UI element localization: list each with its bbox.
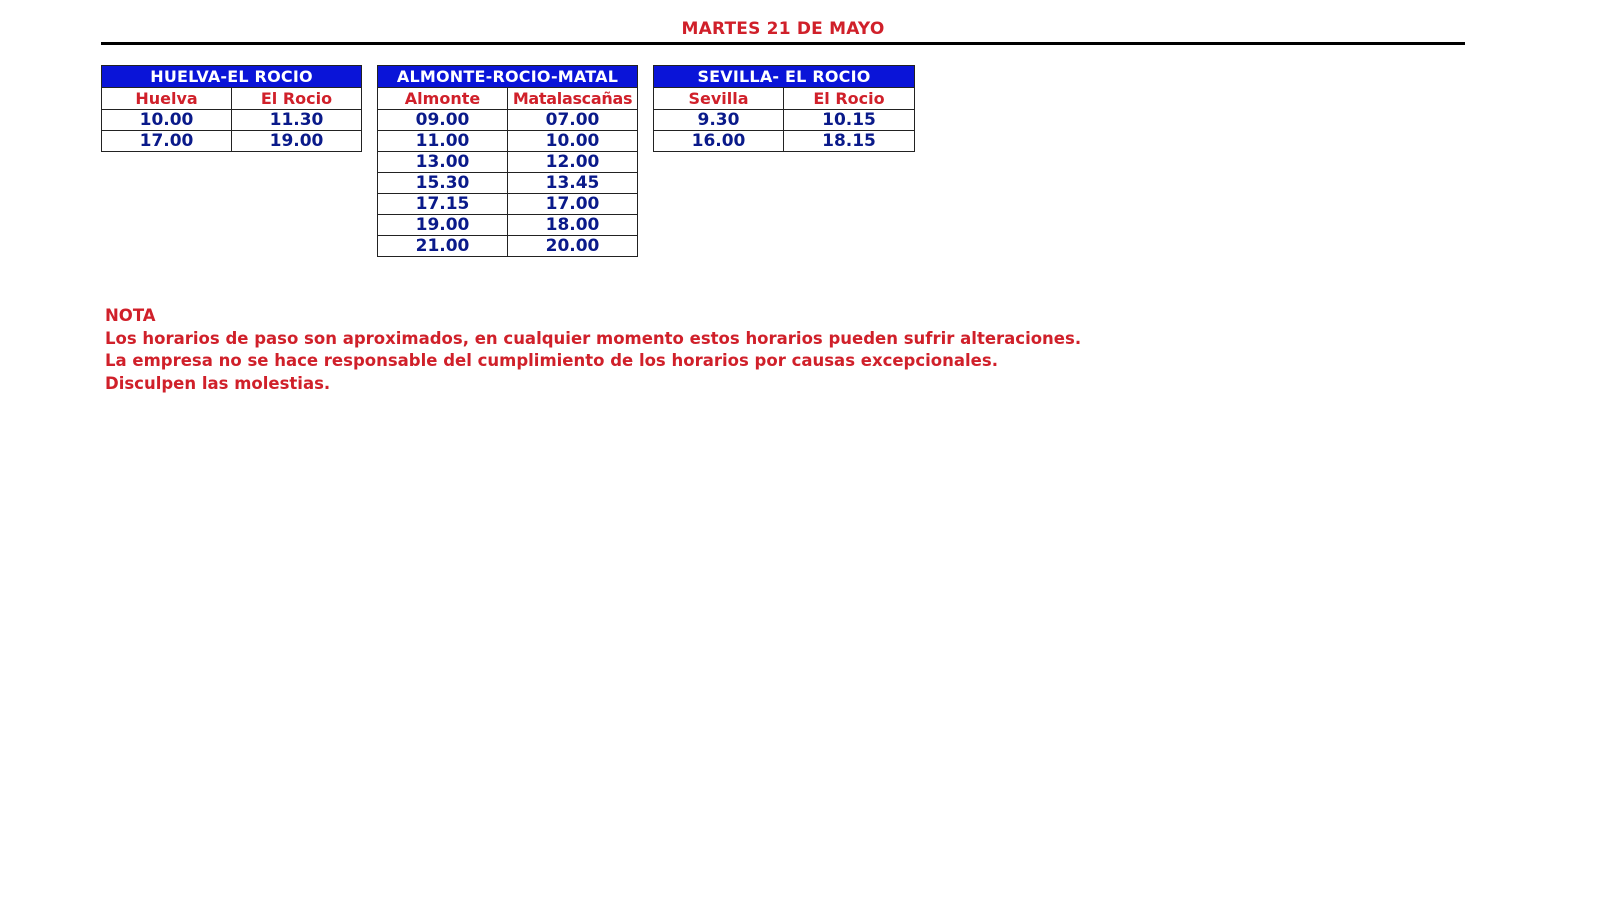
time-cell: 13.00	[378, 152, 508, 173]
disclaimer-note	[105, 305, 1081, 395]
schedule-table-huelva-el-rocio	[101, 65, 362, 152]
page-title: MARTES 21 DE MAYO	[681, 19, 885, 39]
column-header-destination: El Rocio	[232, 88, 362, 110]
table-row	[378, 131, 638, 152]
column-header-origin: Sevilla	[654, 88, 784, 110]
title-divider	[101, 42, 1465, 45]
table-row	[378, 152, 638, 173]
time-cell: 07.00	[508, 110, 638, 131]
table-row	[378, 215, 638, 236]
time-cell: 13.45	[508, 173, 638, 194]
table-row	[102, 131, 362, 152]
table-row	[654, 131, 915, 152]
schedule-table-almonte-rocio-matalascanas	[377, 65, 638, 257]
table-header: SEVILLA- EL ROCIO	[654, 66, 915, 88]
note-line: Disculpen las molestias.	[105, 373, 331, 393]
table-row	[378, 173, 638, 194]
time-cell: 19.00	[378, 215, 508, 236]
table-row	[102, 110, 362, 131]
table-row	[378, 236, 638, 257]
table-row	[654, 110, 915, 131]
time-cell: 18.00	[508, 215, 638, 236]
time-cell: 12.00	[508, 152, 638, 173]
time-cell: 16.00	[654, 131, 784, 152]
column-header-destination: Matalascañas	[508, 88, 638, 110]
time-cell: 10.00	[508, 131, 638, 152]
table-header: HUELVA-EL ROCIO	[102, 66, 362, 88]
table-row	[378, 110, 638, 131]
time-cell: 20.00	[508, 236, 638, 257]
note-heading: NOTA	[105, 306, 156, 325]
table-header: ALMONTE-ROCIO-MATAL	[378, 66, 638, 88]
column-header-origin: Huelva	[102, 88, 232, 110]
time-cell: 09.00	[378, 110, 508, 131]
time-cell: 17.00	[508, 194, 638, 215]
time-cell: 21.00	[378, 236, 508, 257]
schedule-table-sevilla-el-rocio	[653, 65, 915, 152]
time-cell: 11.00	[378, 131, 508, 152]
note-line: La empresa no se hace responsable del cumplimiento de los horarios por causas excepcionales.	[105, 351, 998, 370]
time-cell: 17.00	[102, 131, 232, 152]
time-cell: 10.00	[102, 110, 232, 131]
time-cell: 19.00	[232, 131, 362, 152]
column-header-origin: Almonte	[378, 88, 508, 110]
time-cell: 15.30	[378, 173, 508, 194]
time-cell: 10.15	[784, 110, 915, 131]
time-cell: 18.15	[784, 131, 915, 152]
time-cell: 9.30	[654, 110, 784, 131]
note-line: Los horarios de paso son aproximados, en cualquier momento estos horarios pueden sufrir alteraciones.	[105, 328, 1082, 348]
time-cell: 17.15	[378, 194, 508, 215]
column-header-destination: El Rocio	[784, 88, 915, 110]
time-cell: 11.30	[232, 110, 362, 131]
table-row	[378, 194, 638, 215]
